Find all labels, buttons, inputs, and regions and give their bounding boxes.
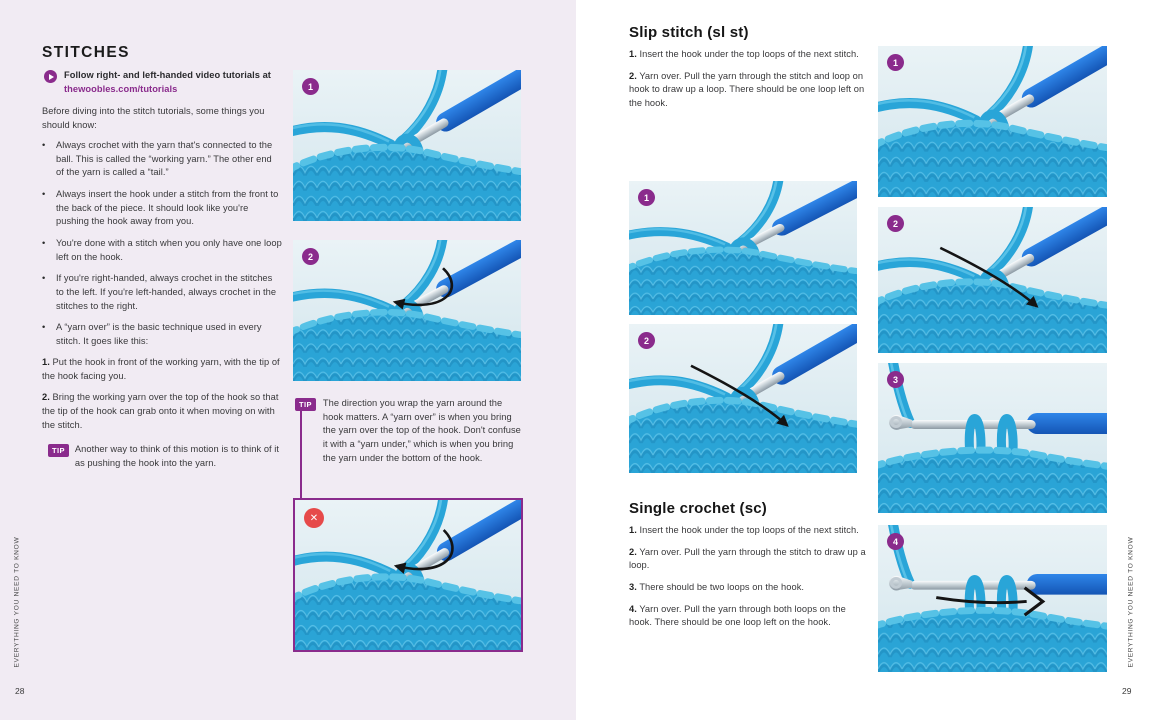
tip-text: Another way to think of this motion is to think of it as pushing the hook into the yarn. bbox=[74, 444, 280, 468]
step-number: 2. bbox=[629, 546, 637, 557]
page-number: 29 bbox=[1122, 686, 1132, 696]
bullet-text: A “yarn over” is the basic technique used in every stitch. It goes like this: bbox=[56, 322, 262, 346]
photo-single-crochet-step-1 bbox=[878, 46, 1107, 197]
photo-yarn-under-wrong bbox=[293, 498, 523, 652]
step-text: Bring the working yarn over the top of the hook so that the tip of the hook can grab onto it when moving on with the stitch. bbox=[42, 392, 279, 430]
tip-sidebar bbox=[295, 397, 521, 465]
play-icon bbox=[44, 70, 57, 83]
photo-single-crochet-step-4 bbox=[878, 525, 1107, 672]
pull-through-arrow bbox=[878, 207, 1107, 353]
running-footer-vertical: EVERYTHING YOU NEED TO KNOW bbox=[1127, 536, 1135, 668]
step-text: There should be two loops on the hook. bbox=[639, 581, 805, 592]
list-item bbox=[42, 139, 282, 180]
bullet-marker: • bbox=[42, 140, 46, 150]
list-item bbox=[42, 272, 282, 313]
list-item bbox=[42, 188, 282, 229]
section-title-single-crochet: Single crochet (sc) bbox=[629, 500, 768, 517]
step bbox=[42, 391, 282, 432]
step-number: 1. bbox=[629, 525, 637, 535]
page-right bbox=[576, 0, 1152, 720]
photo-number-badge: 2 bbox=[302, 248, 319, 265]
single-crochet-steps bbox=[629, 524, 869, 638]
photo-slip-stitch-step-1 bbox=[629, 181, 857, 315]
step bbox=[629, 48, 865, 62]
step-text: Yarn over. Pull the yarn through both loops on the hook. There should be one loop left on the hook. bbox=[629, 603, 846, 628]
page-number: 28 bbox=[15, 686, 25, 696]
photo-number-badge: 2 bbox=[887, 215, 904, 232]
yarn-under-arrow bbox=[295, 500, 521, 650]
bullet-marker: • bbox=[42, 322, 46, 333]
photo-number-badge: 4 bbox=[887, 533, 904, 550]
photo-number-badge: 1 bbox=[638, 189, 655, 206]
photo-number-badge: 3 bbox=[887, 371, 904, 388]
bullet-marker: • bbox=[42, 188, 46, 199]
list-item bbox=[42, 321, 282, 348]
page-title: STITCHES bbox=[42, 44, 130, 61]
step-text: Put the hook in front of the working yarn, with the tip of the hook facing you. bbox=[42, 357, 280, 381]
step-text: Yarn over. Pull the yarn through the stitch and loop on hook to draw up a loop. There should be one loop left on the hook. bbox=[629, 70, 865, 108]
step bbox=[629, 603, 869, 630]
tip-badge: TIP bbox=[295, 398, 316, 411]
pull-through-both-arrow bbox=[878, 525, 1107, 672]
step bbox=[629, 524, 869, 538]
step-number: 2. bbox=[42, 392, 50, 403]
photo-yarn-over-step-2 bbox=[293, 240, 521, 381]
step-text: Insert the hook under the top loops of the next stitch. bbox=[639, 525, 859, 535]
tutorial-note bbox=[44, 69, 276, 96]
step-number: 1. bbox=[629, 49, 637, 59]
bullet-text: If you're right-handed, always crochet in the stitches to the left. If you're left-handed, always crochet in the stitches to the right. bbox=[56, 273, 277, 311]
yarn-over-arrow bbox=[293, 240, 521, 381]
step-number: 3. bbox=[629, 581, 637, 592]
photo-number-badge: 2 bbox=[638, 332, 655, 349]
tutorial-text-lead: Follow right- and left-handed video tutorials at bbox=[64, 70, 271, 80]
tutorial-text bbox=[64, 69, 272, 96]
pull-through-arrow bbox=[629, 324, 857, 473]
bullet-text: You're done with a stitch when you only have one loop left on the hook. bbox=[56, 237, 282, 262]
step-text: Yarn over. Pull the yarn through the stitch to draw up a loop. bbox=[629, 546, 866, 571]
yarn-over-steps bbox=[42, 356, 282, 471]
running-footer-vertical: EVERYTHING YOU NEED TO KNOW bbox=[13, 536, 21, 668]
step-number: 4. bbox=[629, 603, 637, 614]
list-item bbox=[42, 237, 282, 264]
bullet-text: Always insert the hook under a stitch from the front to the back of the piece. It should look like you're pushing the hook away from you. bbox=[56, 188, 279, 227]
bullet-marker: • bbox=[42, 237, 46, 248]
tip-text: The direction you wrap the yarn around the hook matters. A “yarn over” is when you bring the yarn over the top of the hook. Don't confuse it with a “yarn under,” which is when you bring the yarn under the bottom of the hook. bbox=[322, 398, 521, 463]
photo-number-badge: 1 bbox=[887, 54, 904, 71]
step bbox=[42, 356, 282, 383]
tip-inline bbox=[48, 443, 282, 470]
photo-yarn-over-step-1 bbox=[293, 70, 521, 221]
step bbox=[629, 581, 869, 595]
wrong-x-icon: ✕ bbox=[304, 508, 324, 528]
photo-number-badge: 1 bbox=[302, 78, 319, 95]
step bbox=[629, 70, 865, 111]
bullet-marker: • bbox=[42, 273, 46, 284]
photo-slip-stitch-step-2 bbox=[629, 324, 857, 473]
step bbox=[629, 546, 869, 573]
slip-stitch-steps bbox=[629, 48, 865, 119]
bullet-text: Always crochet with the yarn that's connected to the ball. This is called the “working yarn.” The other end of the yarn is called a “tail.” bbox=[56, 140, 273, 178]
tutorials-link[interactable]: thewoobles.com/tutorials bbox=[64, 83, 178, 94]
tip-badge: TIP bbox=[48, 444, 69, 457]
intro-paragraph: Before diving into the stitch tutorials, some things you should know: bbox=[42, 106, 265, 130]
step-text: Insert the hook under the top loops of the next stitch. bbox=[639, 49, 859, 59]
photo-single-crochet-step-2 bbox=[878, 207, 1107, 353]
tip-connector-line bbox=[300, 410, 302, 498]
section-title-slip-stitch: Slip stitch (sl st) bbox=[629, 24, 749, 41]
step-number: 1. bbox=[42, 357, 50, 367]
step-number: 2. bbox=[629, 70, 637, 81]
tips-bullet-list bbox=[42, 139, 282, 357]
photo-single-crochet-step-3 bbox=[878, 363, 1107, 513]
